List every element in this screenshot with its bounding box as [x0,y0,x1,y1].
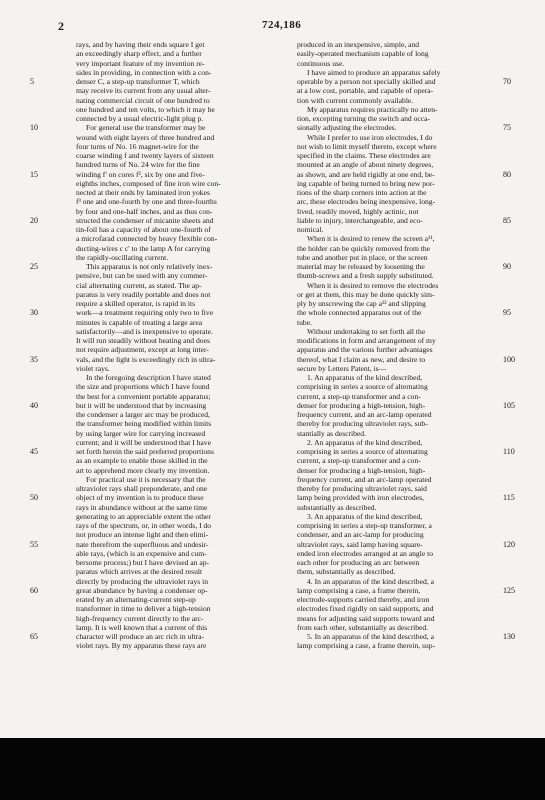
text-line: lived, readily moved, highly actinic, not [297,206,419,216]
text-line: 1. An apparatus of the kind described, [307,373,423,382]
text-line: art to apprehend more clearly my invention. [76,465,210,475]
line-number: 25 [30,262,38,271]
text-line: thereof, what I claim as new, and desire to [297,354,426,364]
text-line: comprising in series a source of alternating [297,382,428,392]
text-line: one hundred and ten volts, to which it may be [76,104,215,114]
text-line: cial alternating current, as stated. The ap- [76,280,202,290]
text-line: ended iron electrodes arranged at an angle to [297,548,433,558]
text-line: not wish to limit myself thereto, except where [297,141,437,151]
text-line: mounted at an angle of about ninety degrees, [297,160,434,170]
text-line: apparatus and the various further advantages [297,345,433,355]
text-line: modifications in form and arrangement of my [297,336,436,345]
line-number: 125 [503,585,515,595]
line-number: 65 [30,632,38,641]
text-line: the holder can be quickly removed from the [297,243,431,253]
left-text-column [76,40,294,651]
text-line: f³ one and one-fourth by one and three-fourths [76,197,217,207]
text-line: require a skilled operator, is rapid in its [76,299,196,308]
text-line: comprising in series a source of alternating [297,447,428,456]
text-line: tube. [297,317,312,327]
line-number: 105 [503,400,515,410]
text-line: them, substantially as described. [297,567,396,577]
text-line: ducting-wires c c' to the lamp A for carrying [76,243,211,253]
text-line: the size and proportions which I have found [76,382,210,392]
line-number: 10 [30,123,38,133]
text-line: specified in the claims. These electrodes are [297,151,431,160]
text-line: This apparatus is not only relatively inex- [86,262,213,271]
text-line: denser for producing a high-tension, high- [297,400,426,410]
line-number: 55 [30,539,38,549]
text-line: substantially as described. [297,502,377,512]
text-line: For general use the transformer may be [86,123,206,133]
text-line: When it is desired to renew the screen a¹¹, [307,234,435,244]
line-number: 95 [503,308,511,318]
line-number: 30 [30,308,38,318]
text-line: may receive its current from any usual alter- [76,86,211,96]
text-line: denser C, a step-up transformer T, which [76,77,200,86]
text-line: set forth herein the said preferred proportions [76,447,214,456]
text-line: rays of the spectrum, or, in other words, I do [76,521,212,530]
text-line: able rays, (which is an expensive and cum- [76,548,207,558]
text-line: from each other, substantially as described. [297,622,429,632]
text-line: For practical use it is necessary that the [86,474,206,484]
text-line: current, a step-up transformer and a con- [297,391,421,401]
text-line: not require adjustment, except at long inter- [76,345,209,355]
text-line: the rapidly-oscillating current. [76,252,169,262]
text-line: sionally adjusting the electrodes. [297,123,397,133]
text-line: thereby for producing ultraviolet rays, sub- [297,419,428,429]
text-line: directly by producing the ultraviolet rays in [76,576,209,586]
text-line: I have aimed to produce an apparatus safely [307,67,441,77]
text-line: Without undertaking to set forth all the [307,326,426,336]
text-line: My apparatus requires practically no atten- [307,104,438,114]
text-line: liable to injury, interchangeable, and eco- [297,215,423,225]
text-line: 2. An apparatus of the kind described, [307,437,423,447]
text-line: each other for producing an arc between [297,558,420,567]
line-number: 100 [503,354,515,364]
line-number: 40 [30,400,38,410]
text-line: condenser, and an arc-lamp for producing [297,530,424,540]
text-line: but it will be understood that by increasing [76,400,207,410]
text-line: nating commercial circuit of one hundred to [76,95,210,105]
text-line: vals, and the light is exceedingly rich in ultra- [76,354,216,364]
text-line: at a low cost, portable, and capable of opera- [297,86,434,96]
text-line: lamp comprising a case, a frame therein, sup- [297,641,436,651]
line-number: 5 [30,77,34,86]
text-line: 5. In an apparatus of the kind described, a [307,632,434,641]
line-number: 50 [30,493,38,503]
text-line: continuous use. [297,58,345,68]
text-line: tions of the sharp corners into action at the [297,188,427,197]
text-line: coarse winding f and twenty layers of sixteen [76,151,214,160]
text-line: material may be released by loosening the [297,262,425,271]
text-line: high-frequency current directly to the arc- [76,613,204,623]
text-line: tion, excepting turning the switch and occa- [297,114,431,123]
text-line: frequency current, and an arc-lamp operated [297,410,432,419]
line-number: 120 [503,539,515,549]
text-line: ultraviolet rays, said lamp having square- [297,539,423,549]
text-line: by four and one-half inches, and as thus con- [76,206,213,216]
text-line: bersome process;) but I have devised an ap- [76,558,210,567]
text-line: ultraviolet rays shall preponderate, and one [76,484,208,493]
text-line: paratus is very readily portable and does not [76,289,211,299]
text-line: eighths inches, composed of fine iron wire con- [76,178,221,188]
text-line: very important feature of my invention re- [76,58,205,68]
text-line: violet rays. By my apparatus these rays are [76,641,207,651]
text-line: great abundance by having a condenser op- [76,585,208,595]
text-line: sides in providing, in connection with a con- [76,67,212,77]
text-line: as shown, and are held rigidly at one end, be- [297,169,435,179]
text-line: In the foregoing description I have stated [86,373,211,382]
text-line: comprising in series a step-up transformer, a [297,521,432,530]
text-line: character will produce an arc rich in ultra- [76,632,204,641]
text-line: lamp comprising a case, a frame therein, [297,585,421,595]
text-line: tin-foil has a capacity of about one-fourth of [76,225,211,234]
text-line: rays, and by having their ends square I get [76,40,205,49]
text-line: by using larger wire for carrying increased [76,428,206,438]
text-line: produced in an inexpensive, simple, and [297,40,420,49]
text-line: easily-operated mechanism capable of long [297,49,429,59]
text-line: or get at them, this may be done quickly sim- [297,289,435,299]
text-line: tion with current commonly available. [297,95,414,105]
text-line: 3. An apparatus of the kind described, [307,511,423,521]
text-line: frequency current, and an arc-lamp operated [297,474,432,484]
text-line: ply by unscrewing the cap a¹² and slipping [297,299,426,308]
text-line: tube and another put in place, or the screen [297,252,428,262]
page-number: 2 [58,19,64,33]
text-line: hundred turns of No. 24 wire for the fine [76,160,200,170]
text-line: the whole connected apparatus out of the [297,308,422,318]
text-line: electrode-supports carried thereby, and iron [297,595,430,604]
line-number: 110 [503,447,515,456]
line-number: 35 [30,354,38,364]
text-line: thumb-screws and a fresh supply substituted. [297,271,434,281]
text-line: winding f' on cores f², six by one and five- [76,169,205,179]
text-line: rays in abundance without at the same time [76,502,208,512]
line-number: 20 [30,215,38,225]
text-line: as an example to enable those skilled in the [76,456,208,466]
line-number: 90 [503,262,511,271]
text-line: means for adjusting said supports toward and [297,613,435,623]
text-line: a microfarad connected by heavy flexible con- [76,234,218,244]
text-line: When it is desired to remove the electrodes [307,280,439,290]
text-line: transformer in time to deliver a high-tension [76,604,211,614]
text-line: paratus which arrives at the desired result [76,567,203,577]
scan-bottom-edge [0,738,545,800]
text-line: While I prefer to use iron electrodes, I do [307,132,433,142]
text-line: four turns of No. 16 magnet-wire for the [76,141,199,151]
line-number: 80 [503,169,511,179]
text-line: nomical. [297,225,324,234]
text-line: 4. In an apparatus of the kind described, a [307,576,434,586]
line-number: 115 [503,493,515,503]
text-line: operable by a person not specially skilled and [297,77,436,86]
text-line: object of my invention is to produce these [76,493,204,503]
text-line: an exceedingly sharp effect, and a further [76,49,202,59]
text-line: stantially as described. [297,428,366,438]
text-line: generating to an appreciable extent the other [76,511,211,521]
text-line: connected by a usual electric-light plug p. [76,114,204,123]
text-line: It will run steadily without heating and does [76,336,210,345]
text-line: lamp being provided with iron electrodes, [297,493,424,503]
text-line: nate therefrom the superfluous and undesir- [76,539,209,549]
text-line: nected at their ends by laminated iron yokes [76,188,210,197]
text-line: wound with eight layers of three hundred and [76,132,215,142]
text-line: secure by Letters Patent, is— [297,363,387,373]
text-line: the condenser a larger arc may be produced, [76,410,210,419]
text-line: current; and it will be understood that I have [76,437,211,447]
text-line: lamp. It is well known that a current of this [76,622,208,632]
line-number: 15 [30,169,38,179]
line-number: 130 [503,632,515,641]
line-number: 45 [30,447,38,456]
text-line: structed the condenser of micanite sheets and [76,215,214,225]
text-line: the best for a convenient portable apparatus; [76,391,211,401]
text-line: satisfactorily—and is inexpensive to operate. [76,326,213,336]
text-line: denser for producing a high-tension, high- [297,465,426,475]
patent-number: 724,186 [262,19,302,31]
text-line: pensive, but can be used with any commer- [76,271,208,281]
text-line: thereby for producing ultraviolet rays, said [297,484,427,493]
text-line: electrodes fixed rigidly on said supports, and [297,604,434,614]
text-line: ing capable of being turned to bring new por- [297,178,435,188]
line-number: 85 [503,215,511,225]
text-line: minutes is capable of treating a large area [76,317,203,327]
text-line: not produce an intense light and then elimi- [76,530,209,540]
text-line: current, a step-up transformer and a con- [297,456,421,466]
text-line: erated by an alternating-current step-up [76,595,196,604]
text-line: violet rays. [76,363,110,373]
line-number: 70 [503,77,511,86]
line-number: 75 [503,123,511,133]
line-number: 60 [30,585,38,595]
text-line: work—a treatment requiring only two to five [76,308,214,318]
right-text-column [297,40,515,651]
text-line: the transformer being modified within limits [76,419,212,429]
text-line: arc, these electrodes being inexpensive, long- [297,197,436,207]
